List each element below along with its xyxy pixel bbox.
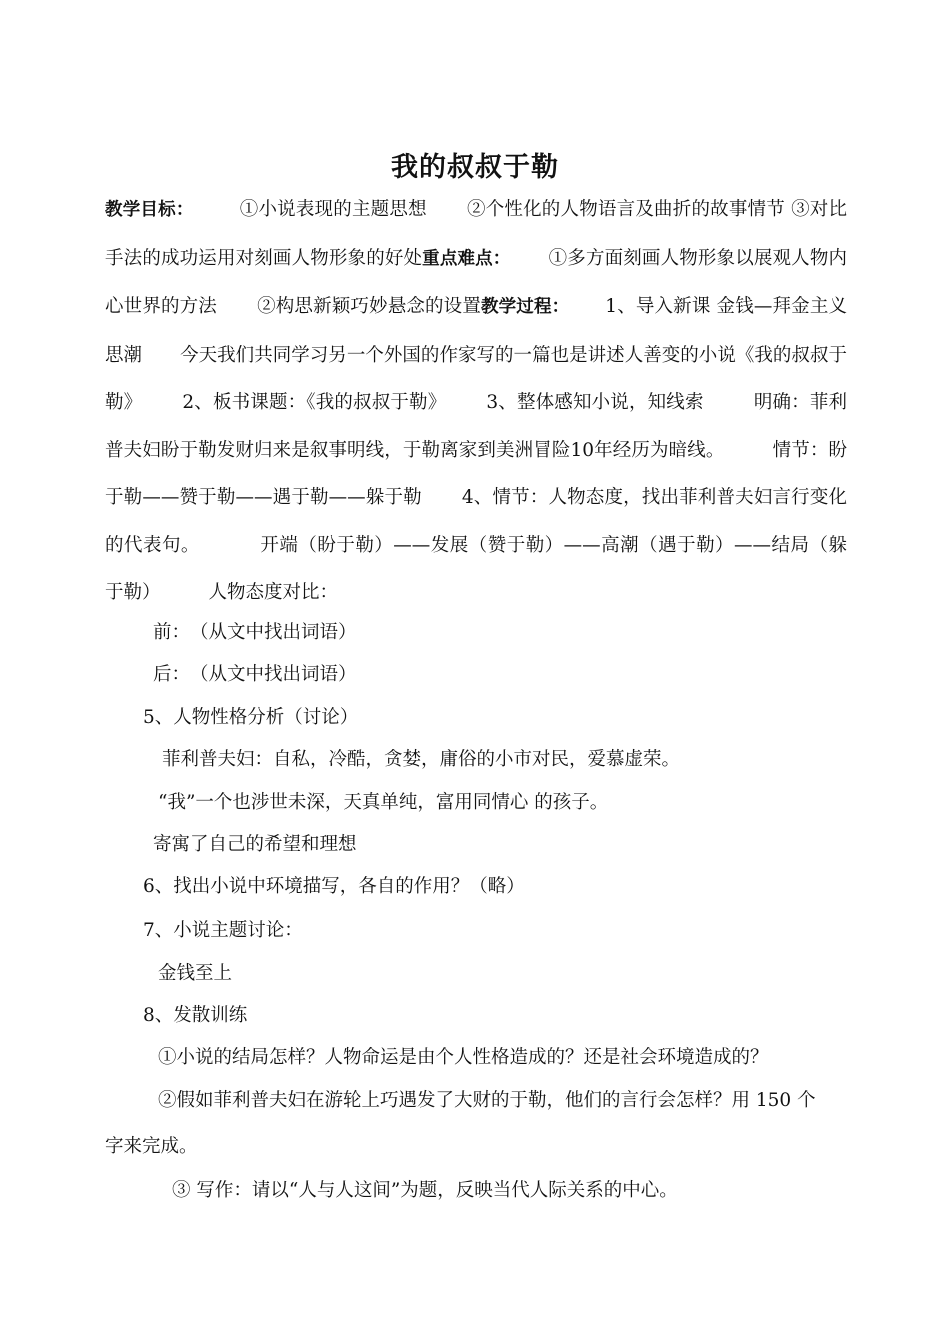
objectives-label: 教学目标： xyxy=(105,200,194,220)
key-point-2: ②构思新颖巧妙悬念的设置 xyxy=(256,296,481,317)
key-points-label: 重点难点： xyxy=(422,248,511,269)
step-5-heading: 5、人物性格分析（讨论） xyxy=(143,707,359,728)
key-point-1: ①多方面刻画人物形象以展观人物内心世界的方法 xyxy=(105,247,847,317)
process-label: 教学过程： xyxy=(481,297,570,317)
step-7-heading: 7、小说主题讨论： xyxy=(143,920,303,941)
hope-note: 寄寓了自己的希望和理想 xyxy=(153,834,357,855)
step-6-heading: 6、找出小说中环境描写，各自的作用？（略） xyxy=(143,876,525,897)
theme-text: 金钱至上 xyxy=(158,963,233,984)
document-title: 我的叔叔于勒 xyxy=(391,152,559,183)
step-2-heading: 2、板书课题：《我的叔叔于勒》 xyxy=(182,392,447,413)
narrator-character: “我”一个也涉世未深，天真单纯，富用同情心 的孩子。 xyxy=(158,792,609,813)
exercise-question-3: ③ 写作：请以“人与人这间”为题，反映当代人际关系的中心。 xyxy=(172,1180,678,1201)
step-3-heading: 3、整体感知小说，知线索 xyxy=(486,392,704,413)
lesson-plan-paragraph xyxy=(105,186,847,617)
plot-line: 情节：盼于勒——赞于勒——遇于勒——躲于勒 xyxy=(105,439,847,508)
exercise-question-2-line-2: 字来完成。 xyxy=(105,1136,198,1157)
step-4-heading: 4、情节：人物态度，找出菲利普夫妇言行变化的代表句。 xyxy=(105,487,847,556)
step-1-text: 金钱—拜金主义思潮 xyxy=(105,296,847,366)
step-1-detail: 今天我们共同学习另一个外国的作家写的一篇也是讲述人善变的小说《我的叔叔于勒》 xyxy=(105,344,847,413)
attitude-before: 前： （从文中找出词语） xyxy=(153,622,357,643)
exercise-question-1: ①小说的结局怎样？人物命运是由个人性格造成的？还是社会环境造成的？ xyxy=(158,1047,769,1068)
philippe-character: 菲利普夫妇：自私，冷酷，贪婪，庸俗的小市对民，爱慕虚荣。 xyxy=(162,749,681,770)
attitude-after: 后： （从文中找出词语） xyxy=(153,664,357,685)
step-3-detail: 明确：菲利普夫妇盼于勒发财归来是叙事明线，于勒离家到美洲冒险10年经历为暗线。 xyxy=(105,392,847,461)
step-1-heading: 1、导入新课 xyxy=(605,296,711,317)
step-8-heading: 8、发散训练 xyxy=(143,1005,248,1026)
objective-3: ③对比手法的成功运用对刻画人物形象的好处 xyxy=(105,199,847,269)
attitude-comparison: 人物态度对比： xyxy=(208,582,339,603)
exercise-question-2-line-1: ②假如菲利普夫妇在游轮上巧遇发了大财的于勒，他们的言行会怎样？用 150 个 xyxy=(158,1090,816,1111)
objective-1: ①小说表现的主题思想 xyxy=(239,199,427,220)
plot-structure: 开端（盼于勒）——发展（赞于勒）——高潮（遇于勒）——结局（躲于勒） xyxy=(105,534,847,603)
objective-2: ②个性化的人物语言及曲折的故事情节 xyxy=(466,199,785,220)
